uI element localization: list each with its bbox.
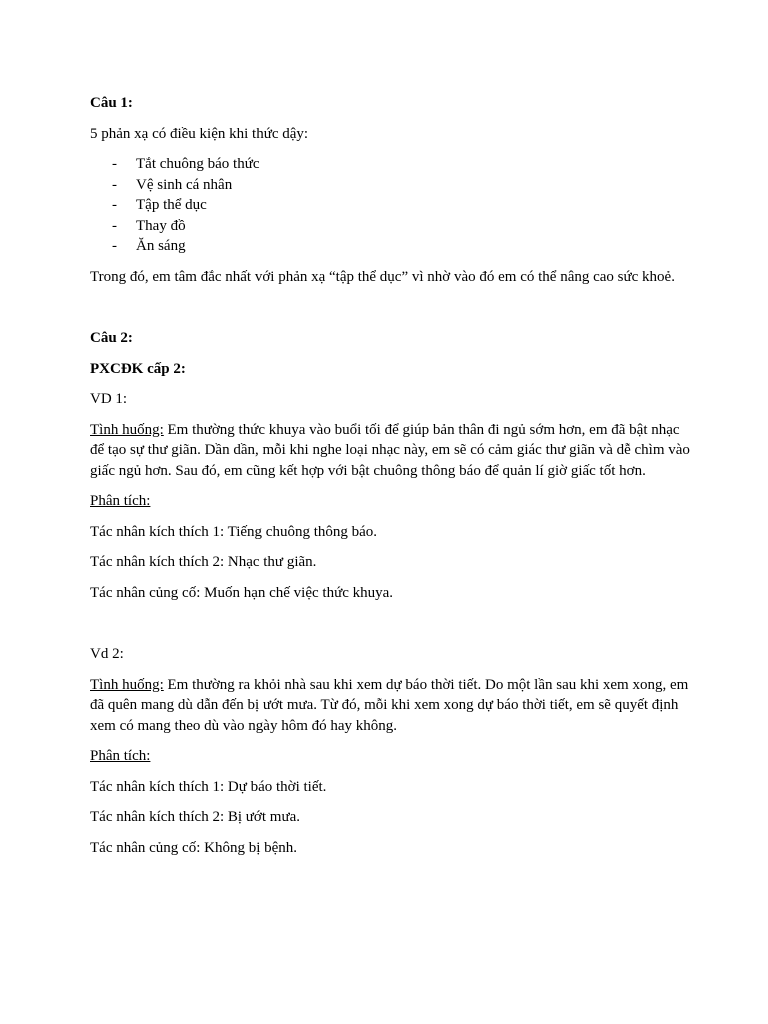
example-2-analysis-label: Phân tích: <box>90 748 151 764</box>
question-2-title: Câu 2: <box>90 330 133 346</box>
dash-bullet: - <box>112 238 117 254</box>
list-item <box>90 195 690 216</box>
question-1-intro: 5 phản xạ có điều kiện khi thức dậy: <box>90 125 309 142</box>
dash-bullet: - <box>112 156 117 172</box>
situation-label: Tình huống: <box>90 676 164 693</box>
list-item <box>90 154 690 175</box>
dash-bullet: - <box>112 217 117 234</box>
list-item <box>90 175 690 196</box>
example-2-reinforcer: Tác nhân củng cố: Không bị bệnh. <box>90 839 298 856</box>
example-1-analysis-label: Phân tích: <box>90 493 151 509</box>
reflex-list <box>90 154 690 257</box>
example-1-stimulus-1: Tác nhân kích thích 1: Tiếng chuông thông báo. <box>90 523 378 540</box>
list-item-text: Tắt chuông báo thức <box>136 156 260 172</box>
question-1-conclusion: Trong đó, em tâm đắc nhất với phản xạ “tập thể dục” vì nhờ vào đó em có thể nâng cao sức khoẻ. <box>90 268 675 285</box>
situation-text: Em thường ra khỏi nhà sau khi xem dự báo thời tiết. Do một lần sau khi xem xong, em đã quên mang dù dẫn đến bị ướt mưa. Từ đó, mỗi khi xem xong dự báo thời tiết, em sẽ quyết định xem có mang theo dù vào ngày hôm đó hay không. <box>90 676 689 734</box>
list-item-text: Vệ sinh cá nhân <box>136 176 233 193</box>
dash-bullet: - <box>112 176 117 193</box>
example-2-situation <box>90 675 690 737</box>
list-item-text: Thay đồ <box>136 217 186 234</box>
example-1-stimulus-2: Tác nhân kích thích 2: Nhạc thư giãn. <box>90 554 317 570</box>
question-1-title: Câu 1: <box>90 95 133 111</box>
question-2-subtitle: PXCĐK cấp 2: <box>90 360 186 377</box>
situation-label: Tình huống: <box>90 421 164 438</box>
example-1-reinforcer: Tác nhân củng cố: Muốn hạn chế việc thức khuya. <box>90 584 394 601</box>
list-item-text: Ăn sáng <box>136 238 186 254</box>
example-2-stimulus-2: Tác nhân kích thích 2: Bị ướt mưa. <box>90 809 300 825</box>
list-item <box>90 236 690 257</box>
document-page <box>90 93 690 858</box>
example-1-label: VD 1: <box>90 391 128 407</box>
example-2-stimulus-1: Tác nhân kích thích 1: Dự báo thời tiết. <box>90 778 327 795</box>
list-item-text: Tập thể dục <box>136 197 207 213</box>
list-item <box>90 216 690 237</box>
situation-text: Em thường thức khuya vào buổi tối để giúp bản thân đi ngủ sớm hơn, em đã bật nhạc để tạo sự thư giãn. Dần dần, mỗi khi nghe loại nhạc này, em sẽ có cảm giác thư giãn và dễ chìm vào giấc ngủ hơn. Sau đó, em cũng kết hợp với bật chuông thông báo để quản lí giờ giấc tốt hơn. <box>90 421 690 479</box>
dash-bullet: - <box>112 197 117 213</box>
example-1-situation <box>90 420 690 482</box>
example-2-label: Vd 2: <box>90 646 124 662</box>
